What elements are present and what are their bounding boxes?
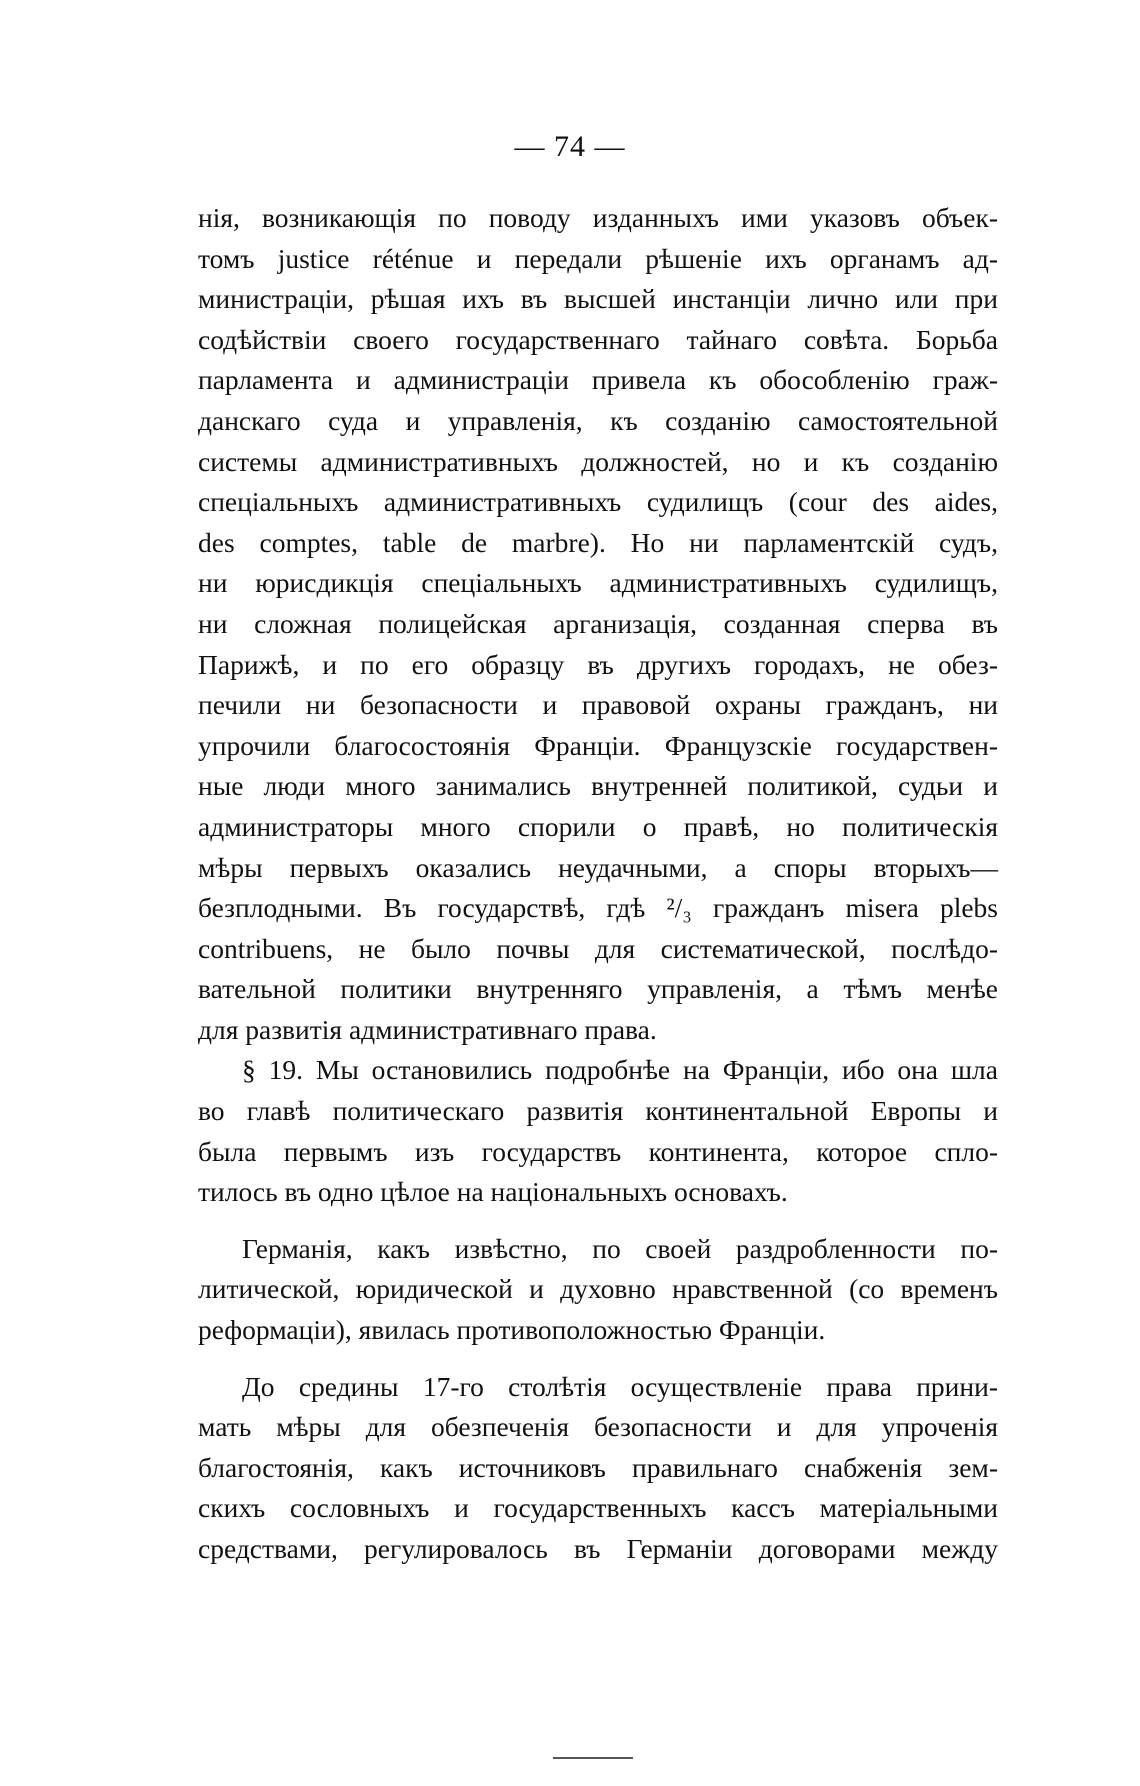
text-line: contribuens, не было почвы для систематической, послѣдо- — [198, 932, 998, 964]
text-line: До средины 17-го столѣтія осуществленіе права прини- — [242, 1370, 998, 1402]
text-line: томъ justice réténue и передали рѣшеніе ихъ органамъ ад- — [198, 242, 998, 274]
paragraph-1 — [198, 198, 998, 1050]
paragraph-4 — [198, 1367, 998, 1570]
text-line: литической, юридической и духовно нравственной (со временъ — [198, 1273, 998, 1305]
text-line: системы административныхъ должностей, но и къ созданію — [198, 445, 998, 477]
text-line: мать мѣры для обезпеченія безопасности и для упроченія — [198, 1411, 998, 1443]
text-line: во главѣ политическаго развитія континентальной Европы и — [198, 1095, 998, 1127]
text-line: ни сложная полицейская арганизація, созданная сперва въ — [198, 607, 998, 639]
text-line: des comptes, table de marbre). Но ни парламентскій судъ, — [198, 526, 998, 558]
text-line: печили ни безопасности и правовой охраны гражданъ, ни — [198, 689, 998, 721]
text-line: ные люди много занимались внутренней политикой, судьи и — [198, 770, 998, 802]
text-line: была первымъ изъ государствъ континента, которое спло- — [198, 1135, 998, 1167]
text-line: министраціи, рѣшая ихъ въ высшей инстанціи лично или при — [198, 283, 998, 315]
text-line: спеціальныхъ административныхъ судилищъ (cour des aides, — [198, 486, 998, 518]
text-line: нія, возникающія по поводу изданныхъ ими указовъ объек- — [198, 202, 998, 233]
text-line: реформаціи), явилась противоположностью Франціи. — [198, 1314, 826, 1346]
text-line: тилось въ одно цѣлое на національныхъ основахъ. — [198, 1176, 788, 1208]
text-line: § 19. Мы остановились подробнѣе на Франціи, ибо она шла — [242, 1054, 998, 1086]
page-number: — 74 — — [514, 130, 626, 163]
text-line: мѣры первыхъ оказались неудачными, а споры вторыхъ— — [198, 851, 998, 883]
text-line: для развитія административнаго права. — [198, 1013, 657, 1045]
paragraph-3 — [198, 1229, 998, 1351]
text-line: скихъ сословныхъ и государственныхъ кассъ матеріальными — [198, 1492, 998, 1524]
text-line: безплодными. Въ государствѣ, гдѣ ²/₃ гражданъ misera plebs — [198, 892, 998, 924]
text-line: Германія, какъ извѣстно, по своей раздробленности по- — [242, 1232, 998, 1264]
text-line: парламента и администраціи привела къ обособленію граж- — [198, 364, 998, 396]
page-body — [198, 198, 998, 1570]
text-line: администраторы много спорили о правѣ, но политическія — [198, 810, 998, 842]
text-line: Парижѣ, и по его образцу въ другихъ городахъ, не обез- — [198, 648, 998, 680]
text-line: вательной политики внутренняго управленія, а тѣмъ менѣе — [198, 973, 998, 1005]
text-line: данскаго суда и управленія, къ созданію самостоятельной — [198, 404, 998, 436]
paragraph-2-section-19 — [198, 1050, 998, 1212]
text-line: ни юрисдикція спеціальныхъ административныхъ судилищъ, — [198, 567, 998, 599]
text-line: содѣйствіи своего государственнаго тайнаго совѣта. Борьба — [198, 323, 998, 355]
printer-mark — [553, 1757, 633, 1763]
text-line: благостоянія, какъ источниковъ правильнаго снабженія зем- — [198, 1451, 998, 1483]
text-line: средствами, регулировалось въ Германіи договорами между — [198, 1533, 998, 1564]
text-line: упрочили благосостоянія Франціи. Французскіе государствен- — [198, 729, 998, 761]
